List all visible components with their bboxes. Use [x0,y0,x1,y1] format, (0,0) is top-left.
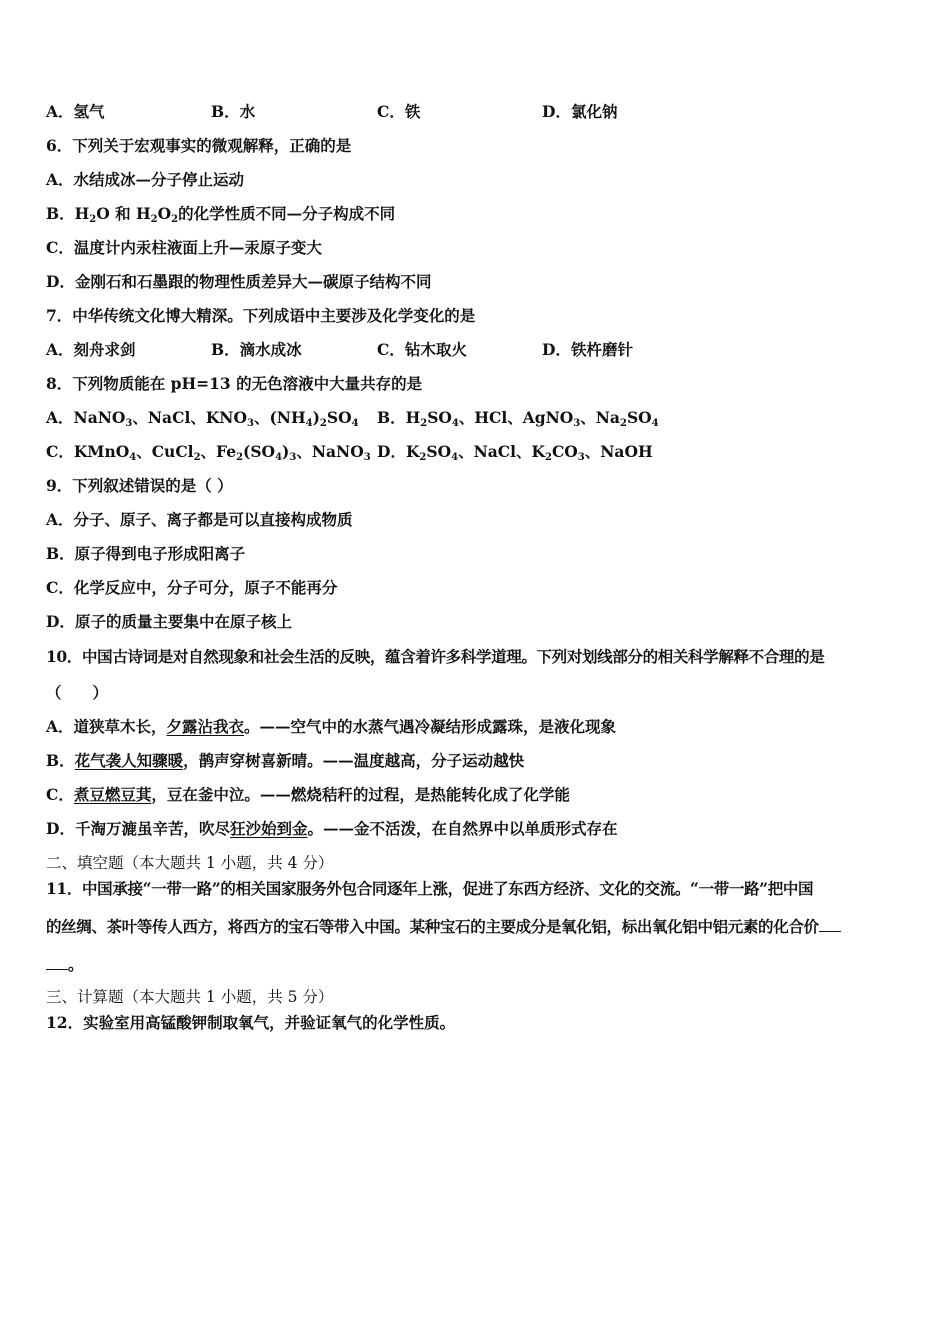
q10-stem: 10．中国古诗词是对自然现象和社会生活的反映，蕴含着许多科学道理。下列对划线部分的相关科学解释不合理的是 [46,647,825,666]
q8-option-d: D．$K_2SO_4$、NaCl、$K_2CO_3$、NaOH [377,442,653,463]
q12-stem: 12．实验室用高锰酸钾制取氧气，并验证氧气的化学性质。 [46,1013,456,1032]
q11-answer-blank[interactable] [819,917,841,932]
q9-option-a: A．分子、原子、离子都是可以直接构成物质 [46,510,353,529]
q9-stem: 9．下列叙述错误的是（ ） [46,476,233,495]
q11-line3: 。 [46,955,84,975]
q6-stem: 6．下列关于宏观事实的微观解释，正确的是 [46,136,352,155]
q6-option-a: A．水结成冰—分子停止运动 [46,170,245,189]
q10-option-a: A．道狭草木长，夕露沾我衣。——空气中的水蒸气遇冷凝结形成露珠，是液化现象 [46,717,617,736]
q8-option-b: B．$H_2SO_4$、HCl、AgNO$_3$、$Na_2SO_4$ [377,408,659,429]
q7-stem: 7．中华传统文化博大精深。下列成语中主要涉及化学变化的是 [46,306,476,325]
q8-option-a: A．NaNO$_3$、NaCl、$KNO_3$、$(NH_4)_2SO_4$ [46,408,359,429]
q5-option-c: C．铁 [377,102,421,121]
q11-line2: 的丝绸、茶叶等传人西方，将西方的宝石等带入中国。某种宝石的主要成分是氧化铝，标出氧化铝中铝元素的化合价 [46,917,841,937]
q8-stem: 8．下列物质能在 pH=13 的无色溶液中大量共存的是 [46,374,423,393]
q9-option-d: D．原子的质量主要集中在原子核上 [46,612,292,631]
q10-stem-tail: （ ） [46,683,109,702]
section-calculation-heading: 三、计算题（本大题共 1 小题，共 5 分） [46,988,334,1006]
q10-option-d: D．千淘万漉虽辛苦，吹尽狂沙始到金。——金不活泼，在自然界中以单质形式存在 [46,819,618,838]
section-fill-in-heading: 二、填空题（本大题共 1 小题，共 4 分） [46,854,334,872]
q7-option-b: B．滴水成冰 [211,340,302,359]
q6-option-d: D．金刚石和石墨跟的物理性质差异大—碳原子结构不同 [46,272,432,291]
q6-option-c: C．温度计内汞柱液面上升—汞原子变大 [46,238,322,257]
q8-option-c: C．KMnO$_4$、CuCl$_2$、$Fe_2(SO_4)_3$、NaNO$_3$ [46,442,371,463]
q5-option-a: A．氢气 [46,102,105,121]
q6-option-b: B．$H_2O$ 和 $H_2O_2$的化学性质不同—分子构成不同 [46,204,396,225]
q9-option-c: C．化学反应中，分子可分，原子不能再分 [46,578,338,597]
q7-option-c: C．钻木取火 [377,340,467,359]
q5-option-d: D．氯化钠 [542,102,618,121]
q7-option-d: D．铁杵磨针 [542,340,633,359]
q11-line1: 11．中国承接“一带一路”的相关国家服务外包合同逐年上涨，促进了东西方经济、文化的交流。“一带一路”把中国 [46,879,814,898]
q7-option-a: A．刻舟求剑 [46,340,136,359]
q10-option-b: B．花气袭人知骤暖，鹊声穿树喜新晴。——温度越高，分子运动越快 [46,751,525,770]
q9-option-b: B．原子得到电子形成阳离子 [46,544,246,563]
q5-option-b: B．水 [211,102,256,121]
q11-answer-blank-cont[interactable] [46,955,68,970]
q10-option-c: C．煮豆燃豆萁，豆在釜中泣。——燃烧秸秆的过程，是热能转化成了化学能 [46,785,570,804]
